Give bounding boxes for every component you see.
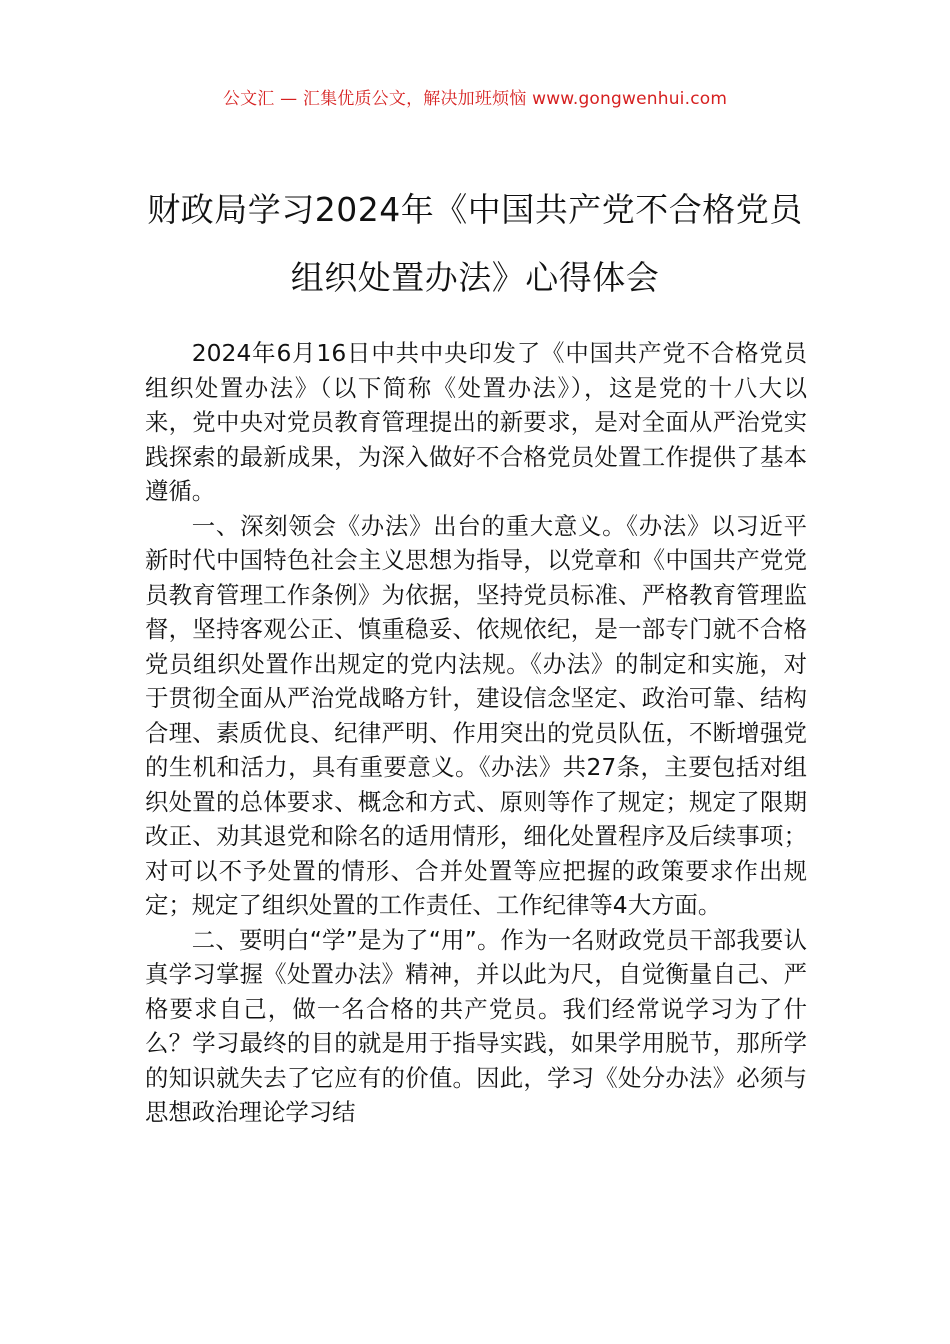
paragraph-section-2: 二、要明白“学”是为了“用”。作为一名财政党员干部我要认真学习掌握《处置办法》精神，并以此为尺，自觉衡量自己、严格要求自己，做一名合格的共产党员。我们经常说学习为了什么？学习最终的目的就是用于指导实践，如果学用脱节，那所学的知识就失去了它应有的价值。因此，学习《处分办法》必须与思想政治理论学习结 — [145, 925, 807, 1126]
document-body — [145, 336, 807, 1130]
header-banner: 公文汇 — 汇集优质公文，解决加班烦恼 www.gongwenhui.com — [222, 89, 728, 109]
paragraph-intro: 2024年6月16日中共中央印发了《中国共产党不合格党员组织处置办法》（以下简称《处置办法》），这是党的十八大以来，党中央对党员教育管理提出的新要求，是对全面从严治党实践探索的最新成果，为深入做好不合格党员处置工作提供了基本遵循。 — [145, 339, 807, 505]
paragraph-section-1: 一、深刻领会《办法》出台的重大意义。《办法》以习近平新时代中国特色社会主义思想为指导，以党章和《中国共产党党员教育管理工作条例》为依据，坚持党员标准、严格教育管理监督，坚持客观公正、慎重稳妥、依规依纪，是一部专门就不合格党员组织处置作出规定的党内法规。《办法》的制定和实施，对于贯彻全面从严治党战略方针，建设信念坚定、政治可靠、结构合理、素质优良、纪律严明、作用突出的党员队伍，不断增强党的生机和活力，具有重要意义。《办法》共27条，主要包括对组织处置的总体要求、概念和方式、原则等作了规定；规定了限期改正、劝其退党和除名的适用情形，细化处置程序及后续事项；对可以不予处置的情形、合并处置等应把握的政策要求作出规定；规定了组织处置的工作责任、工作纪律等4大方面。 — [145, 511, 807, 919]
document-title: 财政局学习2024年《中国共产党不合格党员组织处置办法》心得体会 — [147, 190, 803, 297]
